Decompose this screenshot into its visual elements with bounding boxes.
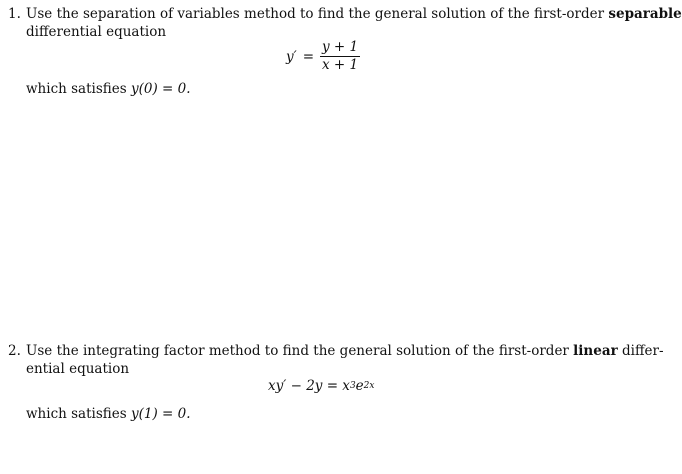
problem-2 [8,342,664,378]
problem-1-equation [286,40,360,73]
problem-1-numerator: y + 1 [322,39,359,55]
problem-2-text-after: differ- [617,343,664,359]
problem-1-condition-text: which satisfies [26,81,131,97]
problem-1-eq-equals: = [302,48,315,65]
problem-2-condition-math: y(1) = 0. [130,406,191,422]
problem-2-equation: xy′ − 2y = x 3 e 2x [268,378,375,394]
problem-1-eq-lhs: y′ [286,48,297,65]
problem-2-condition [26,405,191,423]
problem-2-number: 2. [8,343,21,359]
problem-2-condition-text: which satisfies [26,406,131,422]
problem-1-line-1 [8,5,682,23]
problem-1-text: Use the separation of variables method to find the general solution of the first-order [26,6,609,22]
problem-1-number: 1. [8,6,21,22]
problem-1-condition [26,80,191,98]
problem-1-denominator: x + 1 [322,57,359,73]
problem-2-eq-left: xy′ − 2y = x [268,378,350,394]
problem-2-line-2: ential equation [26,361,130,377]
problem-2-text: Use the integrating factor method to find the general solution of the first-order [26,343,574,359]
problem-1 [8,5,682,41]
problem-1-condition-math: y(0) = 0. [130,81,191,97]
problem-2-line-1 [8,342,664,360]
problem-1-line-2: differential equation [26,24,167,40]
problem-2-eq-mid: e [355,378,364,394]
problem-2-keyword: linear [573,343,618,359]
problem-1-fraction [320,40,360,73]
problem-1-keyword: separable [608,6,682,22]
